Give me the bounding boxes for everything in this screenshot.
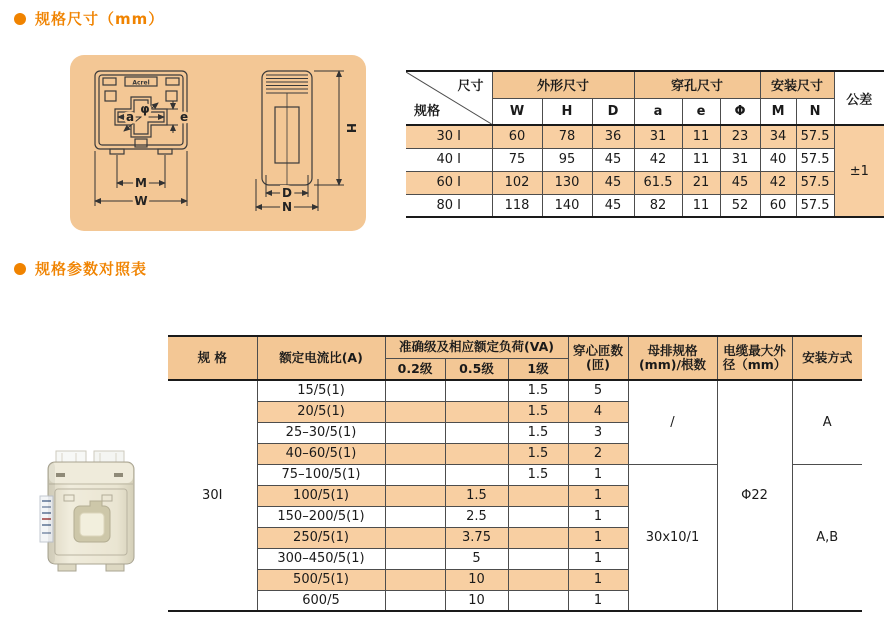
ratio-cell: 75–100/5(1) [257,464,385,485]
ratio-cell: 25–30/5(1) [257,422,385,443]
busbar-cell: 30x10/1 [628,464,717,611]
spec-table-body [168,380,862,611]
turns-cell: 2 [568,443,628,464]
busbar-cell: / [628,380,717,464]
dimension-table-body [406,125,884,217]
section-title: 规格尺寸（mm） [35,10,165,28]
class02-cell [385,527,445,548]
group-hole: 穿孔尺寸 [634,71,760,98]
class1-cell: 1.5 [508,443,568,464]
value-cell: 36 [592,125,634,148]
col-e: e [682,98,720,125]
bullet-icon [14,263,26,275]
class05-cell [445,380,508,401]
svg-text:e: e [180,110,189,124]
group-mounting: 安装尺寸 [760,71,834,98]
col-phi: Φ [720,98,760,125]
spec-cell: 30 I [406,125,492,148]
col-M: M [760,98,796,125]
value-cell: 118 [492,194,542,217]
turns-cell: 1 [568,527,628,548]
turns-cell: 1 [568,548,628,569]
svg-text:W: W [134,194,148,208]
tolerance-cell: ±1 [834,125,884,217]
value-cell: 95 [542,148,592,171]
class1-cell [508,527,568,548]
spec-cell: 40 I [406,148,492,171]
turns-cell: 1 [568,485,628,506]
svg-text:D: D [282,186,292,200]
header-busbar: 母排规格(mm)/根数 [628,336,717,380]
spec-parameter-table [168,335,862,612]
header-turns: 穿心匝数(匝) [568,336,628,380]
class1-cell: 1.5 [508,422,568,443]
class02-cell [385,401,445,422]
header-mounting: 安装方式 [792,336,862,380]
col-H: H [542,98,592,125]
section-title: 规格参数对照表 [35,260,148,278]
spec-row [168,380,862,401]
value-cell: 82 [634,194,682,217]
svg-text:M: M [135,176,147,190]
section-dimensions-heading [14,8,164,29]
dimension-table [406,70,884,218]
dimension-row [406,125,884,148]
col-D: D [592,98,634,125]
value-cell: 60 [760,194,796,217]
value-cell: 45 [592,148,634,171]
value-cell: 57.5 [796,125,834,148]
corner-label-spec: 规格 [414,104,441,119]
dimension-diagram-panel [70,55,366,231]
value-cell: 140 [542,194,592,217]
class02-cell [385,422,445,443]
value-cell: 61.5 [634,171,682,194]
ratio-cell: 40–60/5(1) [257,443,385,464]
class1-cell [508,485,568,506]
header-ratio: 额定电流比(A) [257,336,385,380]
value-cell: 57.5 [796,194,834,217]
class1-cell [508,569,568,590]
front-view-labels [126,102,188,124]
class02-cell [385,548,445,569]
class05-cell: 2.5 [445,506,508,527]
class1-cell [508,506,568,527]
value-cell: 11 [682,194,720,217]
value-cell: 21 [682,171,720,194]
value-cell: 60 [492,125,542,148]
turns-cell: 1 [568,464,628,485]
turns-cell: 5 [568,380,628,401]
class02-cell [385,380,445,401]
product-photo [36,446,148,576]
class05-cell [445,422,508,443]
corner-cell [406,71,492,125]
value-cell: 52 [720,194,760,217]
header-class-02: 0.2级 [385,358,445,380]
class05-cell: 5 [445,548,508,569]
mounting-cell: A [792,380,862,464]
class02-cell [385,464,445,485]
side-view-dimensions [256,71,344,211]
svg-text:a: a [125,110,135,124]
ratio-cell: 20/5(1) [257,401,385,422]
dimension-diagram [70,55,366,231]
cable-cell: Φ22 [717,380,792,611]
turns-cell: 3 [568,422,628,443]
value-cell: 57.5 [796,171,834,194]
col-N: N [796,98,834,125]
value-cell: 42 [634,148,682,171]
value-cell: 23 [720,125,760,148]
class02-cell [385,485,445,506]
value-cell: 75 [492,148,542,171]
svg-text:N: N [281,200,293,214]
mounting-cell: A,B [792,464,862,611]
value-cell: 78 [542,125,592,148]
ratio-cell: 100/5(1) [257,485,385,506]
class05-cell: 10 [445,569,508,590]
spec-model-cell: 30I [168,380,257,611]
ratio-cell: 600/5 [257,590,385,611]
ratio-cell: 250/5(1) [257,527,385,548]
header-cable: 电缆最大外径（mm） [717,336,792,380]
value-cell: 57.5 [796,148,834,171]
group-outline: 外形尺寸 [492,71,634,98]
turns-cell: 1 [568,506,628,527]
spec-cell: 80 I [406,194,492,217]
brand-logo-text: Acrel [132,79,150,87]
front-bottom-labels [134,176,147,208]
class05-cell [445,401,508,422]
value-cell: 45 [592,194,634,217]
tolerance-header: 公差 [834,71,884,125]
value-cell: 130 [542,171,592,194]
ratio-cell: 500/5(1) [257,569,385,590]
class05-cell: 10 [445,590,508,611]
col-a: a [634,98,682,125]
class05-cell: 3.75 [445,527,508,548]
bullet-icon [14,13,26,25]
header-accuracy-group: 准确级及相应额定负荷(VA) [385,336,568,358]
class1-cell: 1.5 [508,464,568,485]
value-cell: 42 [760,171,796,194]
class1-cell [508,590,568,611]
class02-cell [385,569,445,590]
corner-label-size: 尺寸 [457,79,484,94]
value-cell: 31 [720,148,760,171]
current-transformer-image [36,446,148,576]
turns-cell: 1 [568,569,628,590]
class1-cell [508,548,568,569]
turns-cell: 1 [568,590,628,611]
class02-cell [385,506,445,527]
dimension-row [406,148,884,171]
value-cell: 31 [634,125,682,148]
header-class-1: 1级 [508,358,568,380]
svg-text:φ: φ [140,102,150,116]
class05-cell [445,443,508,464]
header-class-05: 0.5级 [445,358,508,380]
section-parameters-heading [14,258,147,279]
value-cell: 45 [720,171,760,194]
dimension-row [406,171,884,194]
ratio-cell: 300–450/5(1) [257,548,385,569]
turns-cell: 4 [568,401,628,422]
class1-cell: 1.5 [508,401,568,422]
class05-cell: 1.5 [445,485,508,506]
spec-cell: 60 I [406,171,492,194]
side-view-outline [262,71,312,185]
class05-cell [445,464,508,485]
value-cell: 40 [760,148,796,171]
header-spec: 规 格 [168,336,257,380]
col-W: W [492,98,542,125]
value-cell: 102 [492,171,542,194]
class02-cell [385,590,445,611]
value-cell: 45 [592,171,634,194]
value-cell: 11 [682,125,720,148]
class1-cell: 1.5 [508,380,568,401]
ratio-cell: 15/5(1) [257,380,385,401]
side-view-labels [282,123,358,214]
svg-text:H: H [344,122,358,134]
value-cell: 11 [682,148,720,171]
dimension-row [406,194,884,217]
value-cell: 34 [760,125,796,148]
ratio-cell: 150–200/5(1) [257,506,385,527]
class02-cell [385,443,445,464]
